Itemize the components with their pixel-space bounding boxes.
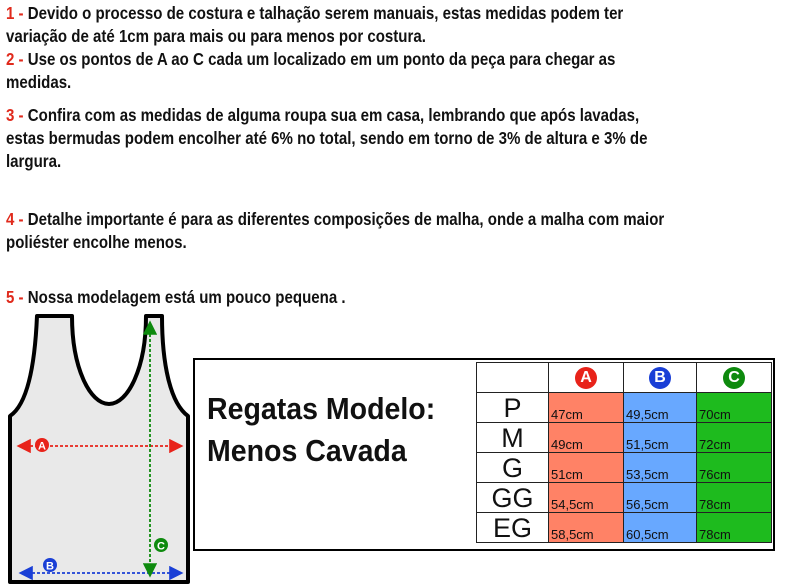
note-text: Nossa modelagem está um pouco pequena . [23,287,346,307]
size-card [193,358,775,551]
table-row [477,453,772,483]
note-text: Use os pontos de A ao C cada um localizado em um ponto da peça para chegar as medidas. [6,49,616,92]
note-4 [6,208,673,254]
measure-a-value: 58,5cm [549,513,624,543]
note-3 [6,104,673,173]
measure-c-value: 76cm [697,453,772,483]
note-number: 4 - [6,209,24,229]
measure-a-value: 47cm [549,393,624,423]
size-label: M [477,423,549,453]
measure-b-value: 60,5cm [624,513,697,543]
note-number: 5 - [6,287,24,307]
table-row [477,393,772,423]
measure-c-value: 70cm [697,393,772,423]
badge-c-icon: C [723,367,745,389]
badge-b-icon: B [649,367,671,389]
note-number: 1 - [6,3,24,23]
measure-b-value: 51,5cm [624,423,697,453]
size-label: EG [477,513,549,543]
measure-a-value: 54,5cm [549,483,624,513]
model-title-line1: Regatas Modelo: [207,391,436,426]
header-b [624,363,697,393]
badge-b-text: B [46,560,54,573]
tank-top-diagram [0,308,196,588]
note-1 [6,2,673,48]
measure-b-value: 49,5cm [624,393,697,423]
size-label: GG [477,483,549,513]
size-table [476,362,772,543]
note-number: 3 - [6,105,24,125]
badge-c-text: C [157,540,165,553]
badge-a-icon: A [575,367,597,389]
table-row [477,423,772,453]
note-2 [6,48,673,94]
measure-c-value: 72cm [697,423,772,453]
note-text: Devido o processo de costura e talhação serem manuais, estas medidas podem ter variação de até 1cm para mais ou para menos por costura. [6,3,624,46]
table-header-row [477,363,772,393]
measure-b-value: 56,5cm [624,483,697,513]
header-a [549,363,624,393]
size-label: P [477,393,549,423]
badge-a-text: A [38,440,46,453]
header-empty [477,363,549,393]
note-5 [6,286,673,309]
table-row [477,483,772,513]
header-c [697,363,772,393]
measure-c-value: 78cm [697,513,772,543]
measure-b-value: 53,5cm [624,453,697,483]
measure-a-value: 51cm [549,453,624,483]
model-title-line2: Menos Cavada [207,433,407,468]
measure-a-value: 49cm [549,423,624,453]
measure-c-value: 78cm [697,483,772,513]
note-text: Confira com as medidas de alguma roupa sua em casa, lembrando que após lavadas, estas bermudas podem encolher até 6% no total, sendo em torno de 3% de altura e 3% de largura. [6,105,648,171]
size-label: G [477,453,549,483]
note-number: 2 - [6,49,24,69]
note-text: Detalhe importante é para as diferentes composições de malha, onde a malha com maior poliéster encolhe menos. [6,209,665,252]
table-row [477,513,772,543]
